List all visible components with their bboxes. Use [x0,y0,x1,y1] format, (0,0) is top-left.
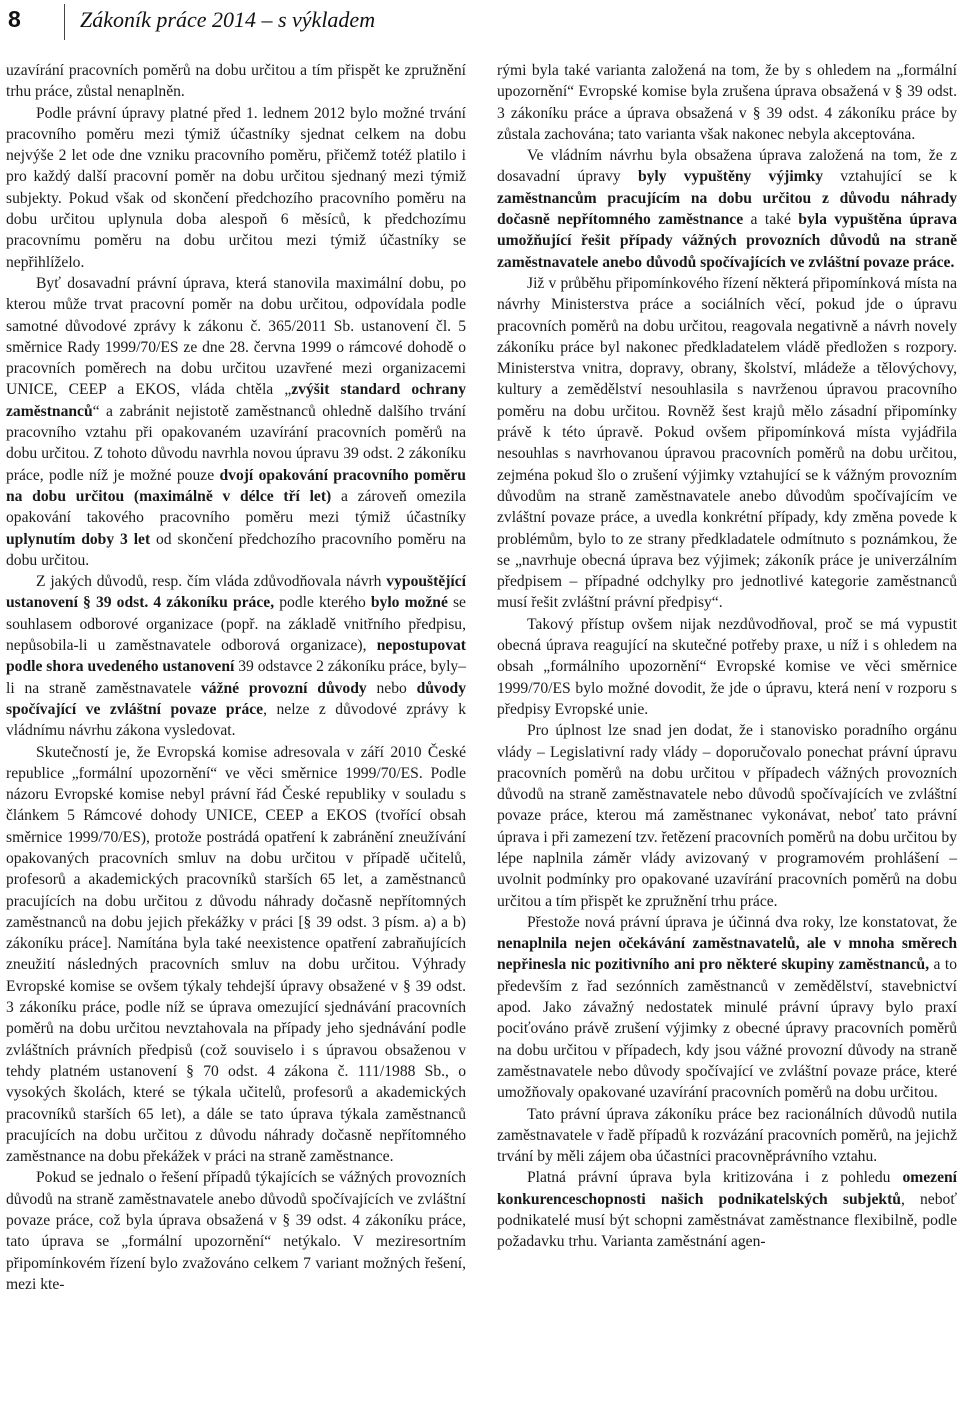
text-run: Platná právní úprava byla kritizována i z pohledu [527,1169,903,1187]
paragraph [6,273,466,571]
bold-text: vážné provozní důvody [200,679,367,697]
paragraph: Podle právní úpravy platné před 1. lednem 2012 bylo možné trvání pracovního poměru mezi týmiž účastníky sjednat celkem na dobu nejvýše 2 let ode dne vzniku pracovního poměru, přičemž totéž platilo i pro každý další pracovní poměr na dobu určitou sjednaný mezi týmiž subjekty. Pokud však od skončení předchozího pracovního poměru na dobu určitou uplynula doba alespoň 6 měsíců, k předchozímu pracovnímu poměru na dobu určitou mezi týmiž účastníky se nepřihlíželo. [6,104,466,271]
paragraph [497,145,957,273]
text-run: Přestože nová právní úprava je účinná dva roky, lze konstatovat, že [527,913,957,931]
right-column [497,60,957,1253]
text-run: , nelze z důvodové zprávy k vládnímu návrhu zákona vysledovat. [6,700,466,740]
paragraph: Pro úplnost lze snad jen dodat, že i stanovisko poradního orgánu vlády – Legislativní rady vlády – doporučovalo ponechat právní úpravu pracovních poměrů na dobu určitou v případech vážných provozních důvodů na straně zaměstnavatele nebo důvodů spočívajících ve zvláštní povaze práce, kterou má zaměstnanec vykonávat, neboť tato právní úprava i při zamezení tzv. řetězení pracovních poměrů na dobu určitou by lépe naplnila záměr vlády avizovaný v programovém prohlášení – uvolnit podmínky pro opakované uzavírání pracovních poměrů na dobu určitou a tím přispět ke zpružnění trhu práce. [497,722,957,910]
bold-text: byla vypuštěna úprava umožňující řešit případy vážných provozních důvodů na straně zaměstnavatele anebo důvodů spočívajících ve zvláštní povaze práce. [497,211,957,271]
paragraph: rými byla také varianta založená na tom, že by s ohledem na „formální upozornění“ Evropské komise byla zrušena úprava obsažená v § 39 odst. 3 zákoníku práce a úprava obsažená v § 39 odst. 4 zákoníku práce by zůstala zachována; tato varianta však nakonec nebyla akceptována. [497,62,957,143]
paragraph: Pokud se jednalo o řešení případů týkajících se vážných provozních důvodů na straně zaměstnavatele anebo důvodů spočívajících ve zvláštní povaze práce, což byla úprava obsažená v § 39 odst. 4 zákoníku práce, tato úprava se „formální upozornění“ netýkalo. V meziresortním připomínkovém řízení bylo zvažováno celkem 7 variant možných řešení, mezi kte- [6,1169,466,1293]
text-run: a to především z řad sezónních zaměstnanců v zemědělství, stavebnictví apod. Jako závažný nedostatek minulé právní úpravy bylo praxí pociťováno právě zrušení výjimky z obecné úpravy pracovních poměrů na dobu určitou v případech, kdy jsou vážné provozní důvody na straně zaměstnavatele nebo důvody spočívající ve zvláštní povaze práce, které umožňovaly opakované uzavírání pracovních poměrů na dobu určitou. [497,956,957,1102]
bold-text: vypouštějící ustanovení § 39 odst. 4 zákoníku práce, [6,573,466,612]
paragraph: Skutečností je, že Evropská komise adresovala v září 2010 České republice „formální upozornění“ ve věci směrnice 1999/70/ES. Podle názoru Evropské komise nebyl právní řád České republiky v souladu s článkem 5 Rámcové dohody UNICE, CEEP a EKOS (tvořící obsah směrnice 1999/70/ES), protože postrádá opatření k zabránění zneužívání opakovaných pracovních smluv na dobu určitou v případě učitelů, profesorů a akademických pracovníků starších 65 let, a zaměstnanců pracujících na dobu určitou z důvodu náhrady dočasně nepřítomných zaměstnanců na dobu jejich překážky v práci [§ 39 odst. 3 písm. a) a b) zákoníku práce]. Namítána byla také neexistence opatření zabraňujících zneužití následných pracovních smluv na dobu určitou. Výhrady Evropské komise se ovšem týkaly tehdejší úpravy obsažené v § 39 odst. 3 zákoníku práce, podle níž se úprava omezující sjednávání pracovních poměrů na dobu určitou nevztahovala na případy jeho sjednávání podle zvláštních právních předpisů (což souviselo i s úpravou obsaženou v tehdy platném ustanovení § 70 odst. 4 zákona č. 111/1988 Sb., o vysokých školách, které se týkala učitelů, profesorů a akademických pracovníků starších 65 let), a dále se tato úprava týkala zaměstnanců pracujících na dobu určitou z důvodu náhrady dočasně nepřítomného zaměstnance na dobu překážek v práci na straně zaměstnance. [6,743,466,1166]
bold-text: zvýšit standard ochrany zaměstnanců [6,381,467,420]
text-run: podle kterého [274,594,371,612]
text-run: Byť dosavadní právní úprava, která stanovila maximální dobu, po kterou může trvat pracovní poměr na dobu určitou, odpovídala podle samotné důvodové zprávy k zákonu č. 365/2011 Sb. ustanovení čl. 5 směrnice Rady 1999/70/ES ze dne 28. června 1999 o rámcové dohodě o pracovních poměrech na dobu určitou uzavřené mezi organizacemi UNICE, CEEP a EKOS, vláda chtěla „ [6,274,466,399]
text-run: Ve vládním návrhu byla obsažena úprava založená na tom, že z dosavadní úpravy [497,147,957,186]
text-run: se souhlasem odborové organizace (popř. na základě vnitřního předpisu, nepůsobila-li u zaměstnavatele odborová organizace), [6,594,466,655]
paragraph [497,1167,957,1252]
text-run: Z jakých důvodů, resp. čím vláda zdůvodňovala návrh [36,573,387,591]
page-header [0,0,960,44]
text-run: vztahující se k [823,168,957,186]
text-run: a zároveň omezila opakování takového pracovního poměru mezi týmiž účastníky [6,487,466,527]
bold-text: omezení konkurenceschopnosti našich podnikatelských subjektů [497,1169,957,1208]
paragraph: Takový přístup ovšem nijak nezdůvodňoval, proč se má vypustit obecná úprava reagující na skutečné potřeby praxe, u níž i s ohledem na obsah „formálního upozornění“ Evropské komise ve věci směrnice 1999/70/ES bylo možné dovodit, že jde o úpravu, která není v rozporu s předpisy Evropské unie. [497,615,957,718]
bold-text: nenaplnila nejen očekávání zaměstnavatelů, ale v mnoha směrech nepřinesla nic pozitivního ani pro některé skupiny zaměstnanců, [497,935,957,974]
left-column [6,60,466,1295]
text-run: , neboť podnikatelé musí být schopni zaměstnávat zaměstnance flexibilně, podle požadavku trhu. Varianta zaměstnání agen- [497,1190,957,1251]
text-run: nebo [366,679,417,697]
text-run: od skončení předchozího pracovního poměru na dobu určitou. [6,530,466,569]
bold-text: dvojí opakování pracovního poměru na dobu určitou (maximálně v délce tří let) [6,466,466,505]
paragraph [497,912,957,1104]
paragraph: Již v průběhu připomínkového řízení některá připomínková místa na návrhy Ministerstva práce a sociálních věcí, pokud jde o úpravu pracovních poměrů na dobu určitou, reagovala negativně a návrh novely zákoníku práce byl nakonec předkladatelem vládě předložen s rozpory. Ministerstva vnitra, dopravy, obrany, školství, mládeže a tělovýchovy, kultury a zemědělství nesouhlasila s navrženou úpravou pracovního poměru na dobu určitou. Rovněž šest krajů mělo zásadní připomínky právě k této úpravě. Pokud ovšem připomínková místa vyjádřila nesouhlas s navrhovanou úpravou pracovních poměrů na dobu určitou, zejména pokud šlo o zrušení výjimky vztahující se k vážným provozním důvodům na straně zaměstnavatele anebo důvodům spočívajícím ve zvláštní povaze práce, a uvedla konkrétní případy, kdy změna povede k problémům, bylo to ze strany předkladatele odmítnuto s poznámkou, že se „navrhuje obecná úprava bez výjimek; zákoník práce je univerzálním předpisem – případné odchylky pro jednotlivé kategorie zaměstnanců musí řešit zvláštní právní předpisy“. [497,274,957,612]
paragraph: uzavírání pracovních poměrů na dobu určitou a tím přispět ke zpružnění trhu práce, zůstal nenaplněn. [6,62,466,101]
bold-text: nepostupovat podle shora uvedeného ustanovení [6,637,466,676]
header-divider [64,4,65,40]
bold-text: uplynutím doby 3 let [6,530,151,548]
text-run: “ a zabránit nejistotě zaměstnanců ohledně dalšího trvání pracovního vztahu při opakovaném uzavírání pracovních poměrů na dobu určitou. Z tohoto důvodu navrhla novou úpravu 39 odst. 2 zákoníku práce, podle níž je možné pouze [6,402,466,484]
bold-text: zaměstnancům pracujícím na dobu určitou z důvodu náhrady dočasně nepřítomného zaměstnance [497,189,957,229]
page-number: 8 [8,6,21,32]
paragraph: Tato právní úprava zákoníku práce bez racionálních důvodů nutila zaměstnavatele v řadě případů k rozvázání pracovních poměrů, na jejichž trvání by měli zájem oba účastníci pracovněprávního vztahu. [497,1105,957,1166]
bold-text: důvody spočívající ve zvláštní povaze práce [6,679,466,718]
paragraph [6,571,466,741]
running-title: Zákoník práce 2014 – s výkladem [80,7,376,32]
bold-text: bylo možné [370,594,448,612]
bold-text: byly vypuštěny výjimky [637,168,824,186]
text-run: 39 odstavce 2 zákoníku práce, byly–li na straně zaměstnavatele [6,658,466,697]
text-run: a také [743,211,799,229]
